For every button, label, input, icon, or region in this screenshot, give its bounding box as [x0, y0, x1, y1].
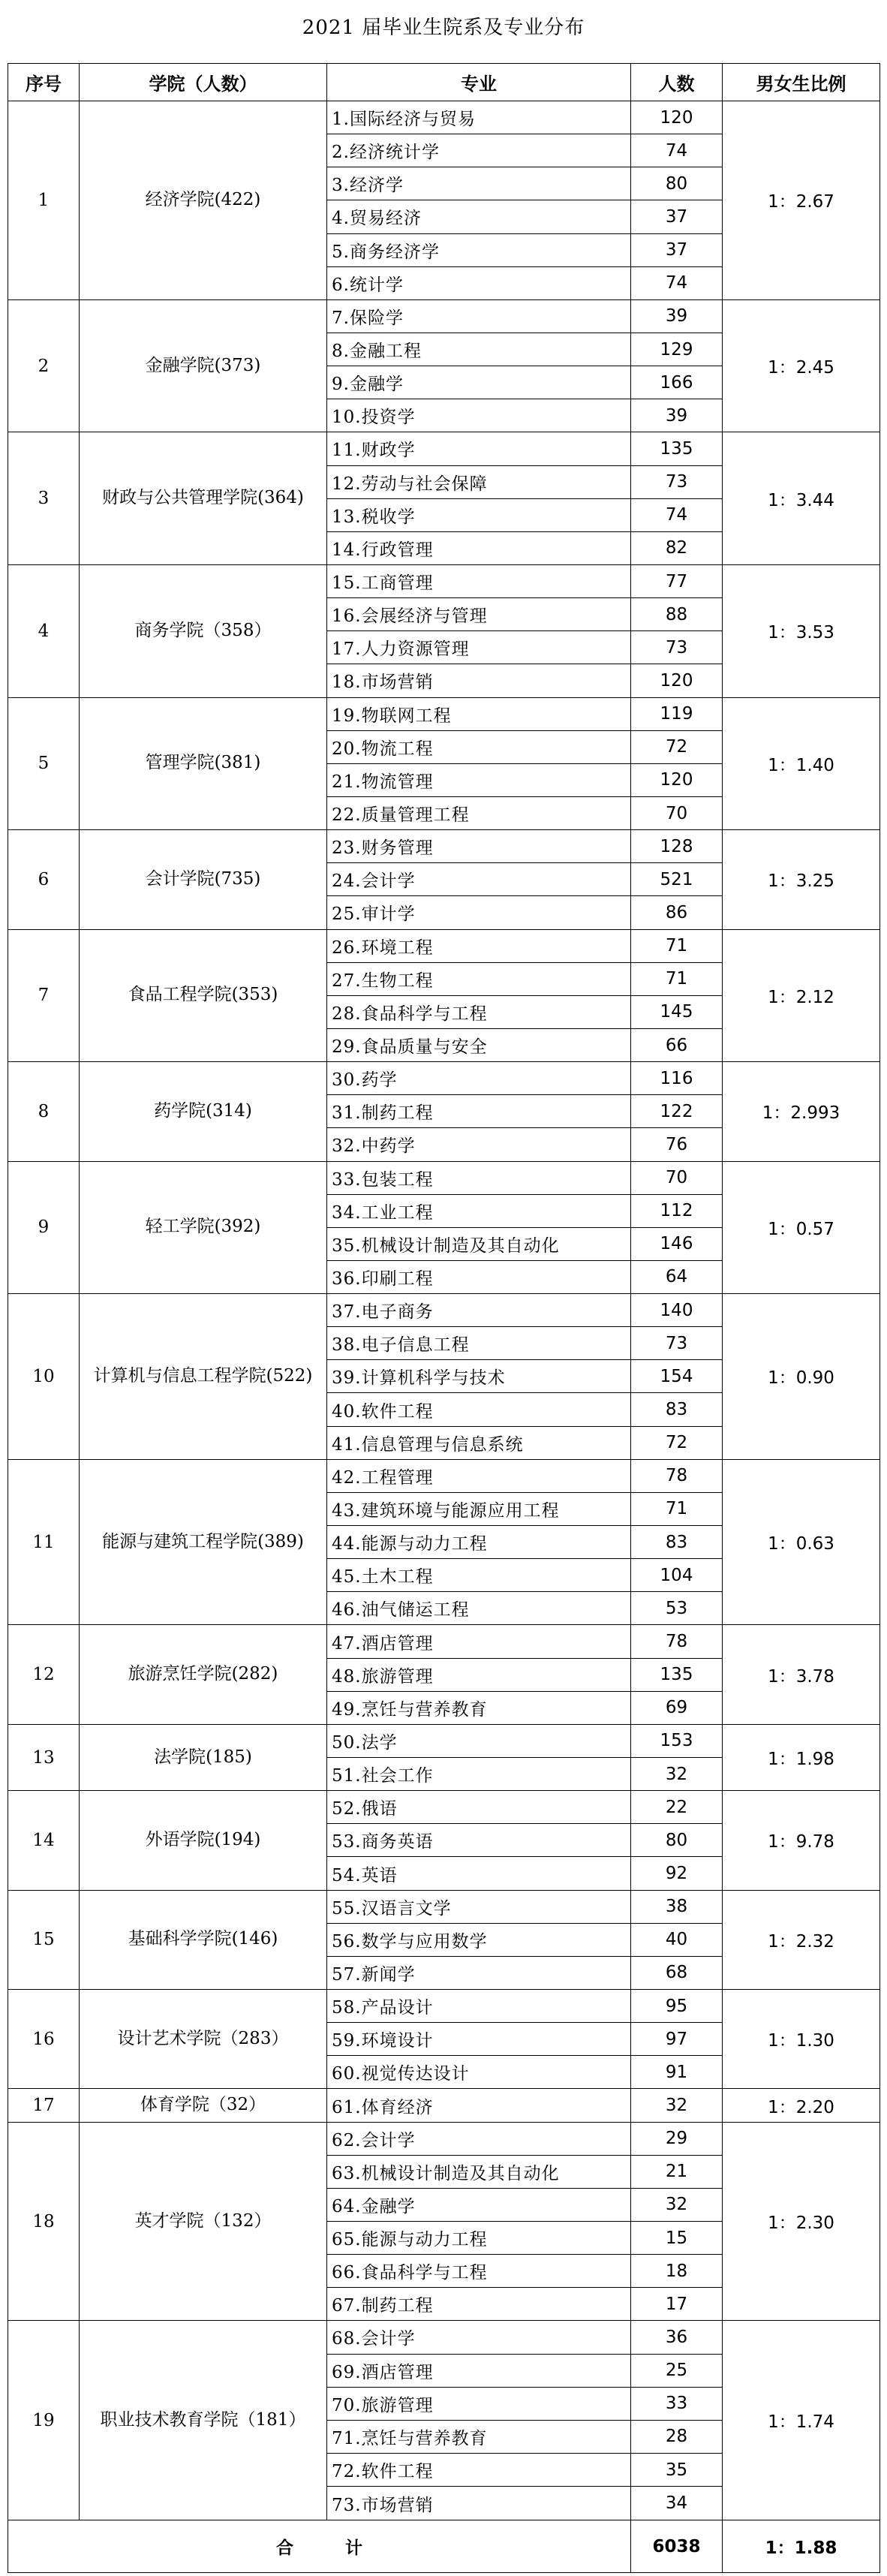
- major-count: 92: [631, 1857, 723, 1890]
- major-count: 83: [631, 1393, 723, 1426]
- major-name: 55.汉语言文学: [327, 1890, 631, 1923]
- major-name: 71.烹饪与营养教育: [327, 2420, 631, 2453]
- major-count: 66: [631, 1028, 723, 1061]
- major-count: 129: [631, 333, 723, 366]
- table-row: [8, 1791, 880, 1824]
- major-name: 53.商务英语: [327, 1824, 631, 1857]
- major-name: 58.产品设计: [327, 1990, 631, 2023]
- major-name: 51.社会工作: [327, 1758, 631, 1791]
- table-row: [8, 101, 880, 134]
- row-number: 10: [8, 1294, 80, 1460]
- gender-ratio: 1：1.74: [723, 2321, 880, 2520]
- gender-ratio: 1：2.32: [723, 1890, 880, 1989]
- row-number: 14: [8, 1791, 80, 1890]
- college-name: 外语学院(194): [80, 1791, 327, 1890]
- major-name: 26.环境工程: [327, 929, 631, 962]
- major-name: 63.机械设计制造及其自动化: [327, 2155, 631, 2188]
- college-name: 计算机与信息工程学院(522): [80, 1294, 327, 1460]
- gender-ratio: 1：2.20: [723, 2089, 880, 2122]
- major-count: 15: [631, 2222, 723, 2255]
- header-count: 人数: [631, 64, 723, 101]
- major-count: 166: [631, 366, 723, 399]
- major-name: 66.食品科学与工程: [327, 2255, 631, 2288]
- major-count: 28: [631, 2420, 723, 2453]
- row-number: 7: [8, 929, 80, 1062]
- major-count: 36: [631, 2321, 723, 2354]
- major-count: 32: [631, 1758, 723, 1791]
- major-count: 74: [631, 498, 723, 531]
- page-title: 2021 届毕业生院系及专业分布: [302, 17, 585, 39]
- gender-ratio: 1：2.67: [723, 101, 880, 300]
- college-name: 法学院(185): [80, 1724, 327, 1790]
- college-name: 设计艺术学院（283）: [80, 1990, 327, 2089]
- major-name: 9.金融学: [327, 366, 631, 399]
- major-count: 68: [631, 1956, 723, 1989]
- major-count: 35: [631, 2453, 723, 2486]
- major-name: 47.酒店管理: [327, 1625, 631, 1658]
- major-count: 72: [631, 730, 723, 763]
- table-row: [8, 1990, 880, 2023]
- major-count: 73: [631, 1327, 723, 1360]
- major-count: 69: [631, 1691, 723, 1724]
- table-row: [8, 697, 880, 730]
- major-name: 36.印刷工程: [327, 1260, 631, 1293]
- major-name: 57.新闻学: [327, 1956, 631, 1989]
- major-count: 32: [631, 2188, 723, 2221]
- major-count: 120: [631, 763, 723, 796]
- major-count: 73: [631, 631, 723, 664]
- header-major: 专业: [327, 64, 631, 101]
- gender-ratio: 1：0.57: [723, 1161, 880, 1294]
- major-name: 33.包装工程: [327, 1161, 631, 1194]
- row-number: 11: [8, 1459, 80, 1625]
- gender-ratio: 1：3.25: [723, 830, 880, 929]
- gender-ratio: 1：0.63: [723, 1459, 880, 1625]
- major-name: 1.国际经济与贸易: [327, 101, 631, 134]
- gender-ratio: 1：3.44: [723, 432, 880, 565]
- major-name: 70.旅游管理: [327, 2387, 631, 2420]
- row-number: 15: [8, 1890, 80, 1989]
- college-name: 旅游烹饪学院(282): [80, 1625, 327, 1724]
- major-count: 119: [631, 697, 723, 730]
- major-count: 18: [631, 2255, 723, 2288]
- table-row: [8, 1459, 880, 1492]
- major-name: 65.能源与动力工程: [327, 2222, 631, 2255]
- major-count: 95: [631, 1990, 723, 2023]
- header-college: 学院（人数）: [80, 64, 327, 101]
- table-row: [8, 1625, 880, 1658]
- major-count: 78: [631, 1625, 723, 1658]
- major-name: 8.金融工程: [327, 333, 631, 366]
- major-name: 4.贸易经济: [327, 200, 631, 233]
- college-name: 管理学院(381): [80, 697, 327, 830]
- gender-ratio: 1：3.78: [723, 1625, 880, 1724]
- major-name: 19.物联网工程: [327, 697, 631, 730]
- major-count: 74: [631, 266, 723, 299]
- major-name: 38.电子信息工程: [327, 1327, 631, 1360]
- major-count: 37: [631, 233, 723, 266]
- college-name: 食品工程学院(353): [80, 929, 327, 1062]
- total-row: [8, 2520, 880, 2573]
- major-name: 2.经济统计学: [327, 134, 631, 167]
- major-count: 39: [631, 299, 723, 333]
- table-row: [8, 1062, 880, 1095]
- major-count: 521: [631, 863, 723, 896]
- major-name: 49.烹饪与营养教育: [327, 1691, 631, 1724]
- table-row: [8, 299, 880, 333]
- table-row: [8, 2089, 880, 2122]
- major-name: 30.药学: [327, 1062, 631, 1095]
- table-row: [8, 2122, 880, 2155]
- major-count: 25: [631, 2354, 723, 2387]
- table-row: [8, 1890, 880, 1923]
- table-body: [8, 101, 880, 2520]
- major-count: 120: [631, 664, 723, 697]
- gender-ratio: 1：2.45: [723, 299, 880, 432]
- major-name: 41.信息管理与信息系统: [327, 1426, 631, 1459]
- major-name: 62.会计学: [327, 2122, 631, 2155]
- major-name: 69.酒店管理: [327, 2354, 631, 2387]
- header-no: 序号: [8, 64, 80, 101]
- table-header-row: [8, 64, 880, 101]
- major-name: 68.会计学: [327, 2321, 631, 2354]
- major-count: 86: [631, 896, 723, 929]
- major-count: 34: [631, 2487, 723, 2520]
- table-row: [8, 1724, 880, 1757]
- table-row: [8, 564, 880, 597]
- row-number: 19: [8, 2321, 80, 2520]
- gender-ratio: 1：2.30: [723, 2122, 880, 2321]
- college-name: 体育学院（32）: [80, 2089, 327, 2122]
- total-label: 合 计: [8, 2520, 631, 2573]
- major-count: 70: [631, 1161, 723, 1194]
- major-name: 32.中药学: [327, 1128, 631, 1161]
- major-name: 12.劳动与社会保障: [327, 465, 631, 498]
- college-name: 商务学院（358）: [80, 564, 327, 697]
- major-name: 40.软件工程: [327, 1393, 631, 1426]
- major-count: 83: [631, 1526, 723, 1559]
- major-count: 77: [631, 564, 723, 597]
- major-name: 25.审计学: [327, 896, 631, 929]
- major-count: 80: [631, 1824, 723, 1857]
- major-name: 64.金融学: [327, 2188, 631, 2221]
- row-number: 3: [8, 432, 80, 565]
- major-count: 38: [631, 1890, 723, 1923]
- major-count: 40: [631, 1923, 723, 1956]
- row-number: 1: [8, 101, 80, 300]
- college-name: 轻工学院(392): [80, 1161, 327, 1294]
- major-name: 56.数学与应用数学: [327, 1923, 631, 1956]
- major-name: 29.食品质量与安全: [327, 1028, 631, 1061]
- major-count: 88: [631, 598, 723, 631]
- major-name: 45.土木工程: [327, 1559, 631, 1592]
- major-name: 73.市场营销: [327, 2487, 631, 2520]
- row-number: 12: [8, 1625, 80, 1724]
- table-row: [8, 929, 880, 962]
- major-count: 78: [631, 1459, 723, 1492]
- major-name: 23.财务管理: [327, 830, 631, 863]
- major-name: 67.制药工程: [327, 2288, 631, 2321]
- major-count: 91: [631, 2056, 723, 2089]
- major-name: 42.工程管理: [327, 1459, 631, 1492]
- major-count: 17: [631, 2288, 723, 2321]
- table-row: [8, 1161, 880, 1194]
- major-count: 140: [631, 1294, 723, 1327]
- major-count: 120: [631, 101, 723, 134]
- major-count: 135: [631, 432, 723, 465]
- gender-ratio: 1：9.78: [723, 1791, 880, 1890]
- major-name: 60.视觉传达设计: [327, 2056, 631, 2089]
- major-count: 97: [631, 2023, 723, 2056]
- major-name: 13.税收学: [327, 498, 631, 531]
- major-name: 21.物流管理: [327, 763, 631, 796]
- row-number: 8: [8, 1062, 80, 1161]
- major-name: 20.物流工程: [327, 730, 631, 763]
- major-count: 72: [631, 1426, 723, 1459]
- major-name: 31.制药工程: [327, 1095, 631, 1128]
- major-name: 14.行政管理: [327, 531, 631, 564]
- gender-ratio: 1：1.40: [723, 697, 880, 830]
- major-name: 7.保险学: [327, 299, 631, 333]
- major-name: 10.投资学: [327, 399, 631, 432]
- college-name: 能源与建筑工程学院(389): [80, 1459, 327, 1625]
- major-count: 116: [631, 1062, 723, 1095]
- major-count: 76: [631, 1128, 723, 1161]
- major-count: 32: [631, 2089, 723, 2122]
- gender-ratio: 1：3.53: [723, 564, 880, 697]
- major-count: 37: [631, 200, 723, 233]
- major-count: 146: [631, 1227, 723, 1260]
- gender-ratio: 1：2.12: [723, 929, 880, 1062]
- major-count: 128: [631, 830, 723, 863]
- major-count: 135: [631, 1658, 723, 1691]
- major-name: 11.财政学: [327, 432, 631, 465]
- college-name: 财政与公共管理学院(364): [80, 432, 327, 565]
- major-count: 112: [631, 1194, 723, 1227]
- major-count: 71: [631, 962, 723, 995]
- row-number: 9: [8, 1161, 80, 1294]
- college-name: 会计学院(735): [80, 830, 327, 929]
- major-name: 34.工业工程: [327, 1194, 631, 1227]
- major-count: 145: [631, 995, 723, 1028]
- major-count: 70: [631, 796, 723, 829]
- major-name: 5.商务经济学: [327, 233, 631, 266]
- total-count: 6038: [631, 2520, 723, 2573]
- row-number: 17: [8, 2089, 80, 2122]
- major-name: 6.统计学: [327, 266, 631, 299]
- major-name: 54.英语: [327, 1857, 631, 1890]
- major-count: 21: [631, 2155, 723, 2188]
- major-count: 153: [631, 1724, 723, 1757]
- major-name: 59.环境设计: [327, 2023, 631, 2056]
- major-count: 104: [631, 1559, 723, 1592]
- major-name: 39.计算机科学与技术: [327, 1360, 631, 1393]
- major-count: 74: [631, 134, 723, 167]
- major-count: 29: [631, 2122, 723, 2155]
- table-row: [8, 2321, 880, 2354]
- row-number: 4: [8, 564, 80, 697]
- major-name: 18.市场营销: [327, 664, 631, 697]
- gender-ratio: 1：0.90: [723, 1294, 880, 1460]
- major-count: 39: [631, 399, 723, 432]
- major-count: 154: [631, 1360, 723, 1393]
- major-name: 27.生物工程: [327, 962, 631, 995]
- table-row: [8, 432, 880, 465]
- major-count: 82: [631, 531, 723, 564]
- major-name: 22.质量管理工程: [327, 796, 631, 829]
- major-count: 53: [631, 1592, 723, 1625]
- college-name: 基础科学学院(146): [80, 1890, 327, 1989]
- row-number: 5: [8, 697, 80, 830]
- major-name: 24.会计学: [327, 863, 631, 896]
- major-name: 50.法学: [327, 1724, 631, 1757]
- major-count: 33: [631, 2387, 723, 2420]
- college-name: 金融学院(373): [80, 299, 327, 432]
- header-ratio: 男女生比例: [723, 64, 880, 101]
- major-name: 52.俄语: [327, 1791, 631, 1824]
- row-number: 13: [8, 1724, 80, 1790]
- major-name: 44.能源与动力工程: [327, 1526, 631, 1559]
- major-name: 61.体育经济: [327, 2089, 631, 2122]
- major-name: 15.工商管理: [327, 564, 631, 597]
- major-name: 48.旅游管理: [327, 1658, 631, 1691]
- row-number: 18: [8, 2122, 80, 2321]
- major-count: 64: [631, 1260, 723, 1293]
- college-name: 英才学院（132）: [80, 2122, 327, 2321]
- major-name: 43.建筑环境与能源应用工程: [327, 1492, 631, 1525]
- row-number: 2: [8, 299, 80, 432]
- college-name: 职业技术教育学院（181）: [80, 2321, 327, 2520]
- college-name: 药学院(314): [80, 1062, 327, 1161]
- row-number: 6: [8, 830, 80, 929]
- gender-ratio: 1：1.30: [723, 1990, 880, 2089]
- major-count: 73: [631, 465, 723, 498]
- major-name: 72.软件工程: [327, 2453, 631, 2486]
- major-count: 80: [631, 167, 723, 200]
- major-distribution-table: [8, 63, 880, 2573]
- college-name: 经济学院(422): [80, 101, 327, 300]
- major-count: 22: [631, 1791, 723, 1824]
- gender-ratio: 1：1.98: [723, 1724, 880, 1790]
- major-name: 35.机械设计制造及其自动化: [327, 1227, 631, 1260]
- major-name: 28.食品科学与工程: [327, 995, 631, 1028]
- total-ratio: 1：1.88: [723, 2520, 880, 2573]
- row-number: 16: [8, 1990, 80, 2089]
- major-name: 46.油气储运工程: [327, 1592, 631, 1625]
- major-name: 3.经济学: [327, 167, 631, 200]
- gender-ratio: 1：2.993: [723, 1062, 880, 1161]
- major-count: 71: [631, 1492, 723, 1525]
- major-name: 37.电子商务: [327, 1294, 631, 1327]
- major-name: 16.会展经济与管理: [327, 598, 631, 631]
- major-count: 71: [631, 929, 723, 962]
- table-row: [8, 830, 880, 863]
- major-count: 122: [631, 1095, 723, 1128]
- major-name: 17.人力资源管理: [327, 631, 631, 664]
- table-row: [8, 1294, 880, 1327]
